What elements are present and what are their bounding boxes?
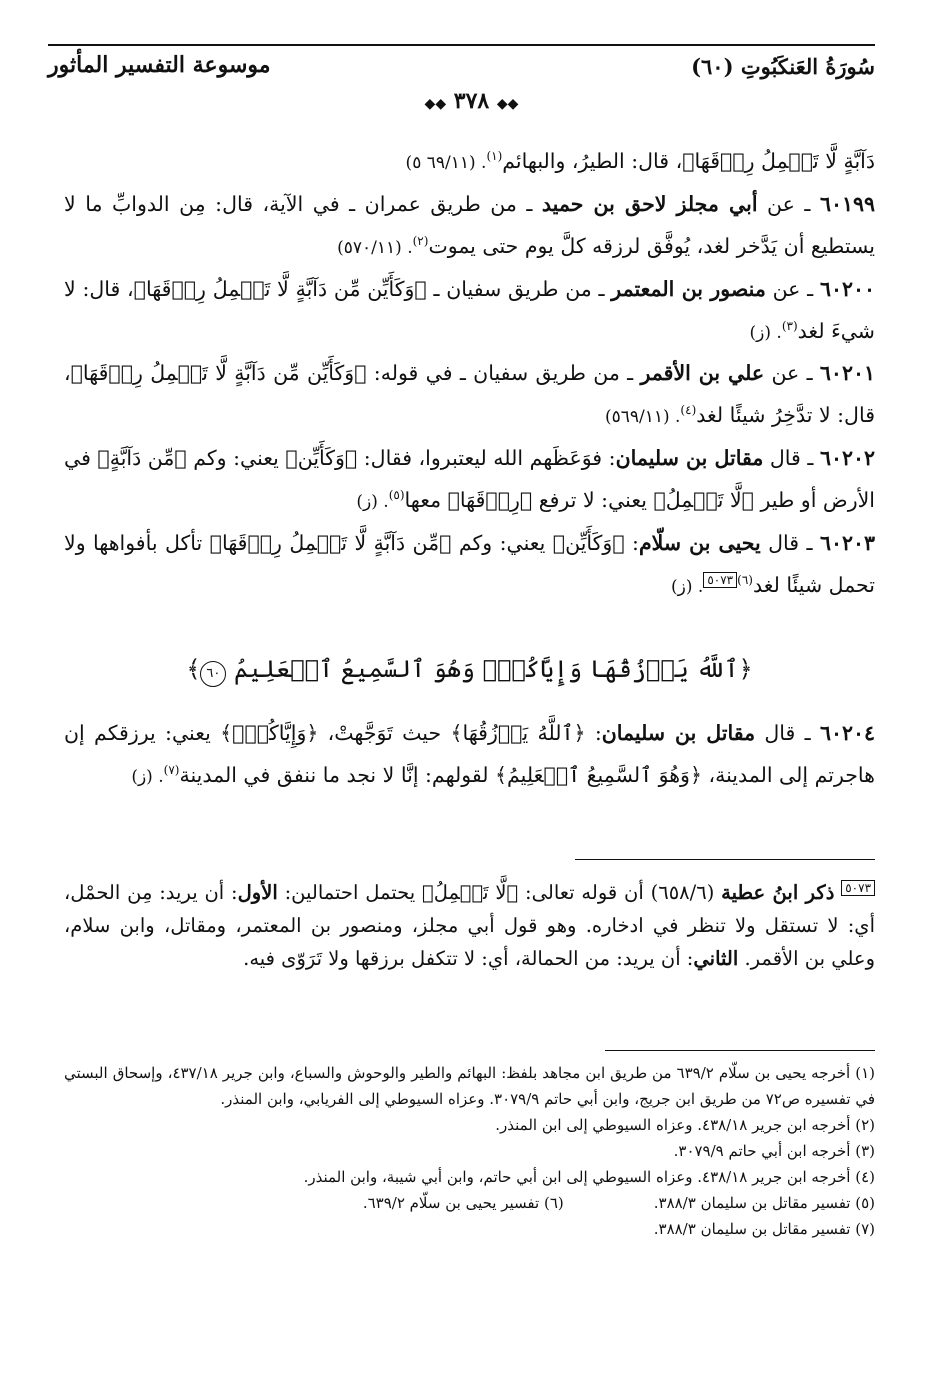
paragraph-text: : ﴿وَكَأَيِّن﴾ يعني: وكم ﴿مِّن دَآبَّةٍ لَّا تَحۡمِلُ رِزۡقَهَا﴾ تأكل بأفواهها ولا تحمل شيئًا لغد (64, 531, 875, 597)
narrator-name: منصور بن المعتمر (611, 276, 766, 301)
entry-number: ٦٠٢٠٤ (819, 721, 875, 745)
paragraph-text: ـ من طريق سفيان ـ ﴿وَكَأَيِّن مِّن دَآبَّةٍ لَّا تَحۡمِلُ رِزۡقَهَا﴾، قال: لا شيءَ لغد (64, 276, 875, 343)
footnote: (١) أخرجه يحيى بن سلّام ٦٣٩/٢ من طريق ابن مجاهد بلفظ: البهائم والطير والوحوش والسباع، وابن جرير ٤٣٧/١٨، وإسحاق البستي في تفسيره ص٧٢ من طريق ابن جريج، وابن أبي حاتم ٣٠٧٩/٩. وعزاه السيوطي إلى الفريابي، وابن المنذر. (64, 1064, 875, 1108)
footnote: (٣) أخرجه ابن أبي حاتم ٣٠٧٩/٩. (673, 1142, 875, 1160)
paragraph-text: ـ قال (760, 531, 820, 556)
footnote-ref[interactable]: (٣) (781, 318, 798, 333)
entry-number: ٦٠٢٠٢ (819, 446, 875, 471)
main-text (64, 138, 875, 610)
ayah-number-marker: ٦٠ (200, 661, 226, 687)
ayah-heading (64, 655, 875, 687)
paragraph-text: ـ قال (755, 721, 820, 745)
paragraph (64, 138, 875, 182)
paragraph (64, 440, 875, 521)
footnote: (٢) أخرجه ابن جرير ٤٣٨/١٨. وعزاه السيوطي إلى ابن المنذر. (495, 1116, 875, 1134)
entry-number: ٦٠٢٠٣ (819, 531, 875, 556)
page-number-wrap (0, 88, 943, 114)
paragraph-text: ـ من طريق سفيان ـ في قوله: ﴿وَكَأَيِّن مِّن دَآبَّةٍ لَّا تَحۡمِلُ رِزۡقَهَا﴾، قال: لا تدَّخِرُ شيئًا لغد (64, 361, 875, 428)
footnote-ref[interactable]: (٧) (163, 763, 180, 777)
footnote-separator (605, 1050, 875, 1051)
paragraph-text: دَآبَّةٍ لَّا تَحۡمِلُ رِزۡقَهَا﴾، قال: الطيرُ، والبهائم (502, 148, 875, 173)
paragraph-text: : فوَعَظَهم الله ليعتبروا، فقال: ﴿وَكَأَيِّن﴾ يعني: وكم ﴿مِّن دَآبَّةٍ﴾ في الأرض أو طير ﴿لَّا تَحۡمِلُ﴾ يعني: لا ترفع ﴿رِزۡقَهَا﴾ معها (64, 446, 875, 513)
narrator-name: علي بن الأقمر (640, 361, 765, 386)
entry-number: ٦٠٢٠٠ (819, 276, 875, 301)
source-ref: . (ز) (131, 766, 164, 787)
footnote-ref[interactable]: (٤) (680, 403, 697, 418)
narrator-name: مقاتل بن سليمان (601, 721, 756, 745)
narrator-name: يحيى بن سلّام (638, 531, 761, 556)
footnotes (64, 1060, 875, 1242)
source-ref: . (٥٧٠/١١) (337, 237, 413, 258)
paragraph-text: : ﴿ٱللَّهُ يَرۡزُقُهَا﴾ حيث تَوَجَّهتْ، ﴿وَإِيَّاكُمۡۚ﴾ يعني: يرزقكم إن هاجرتم إلى المدينة، ﴿وَهُوَ ٱلسَّمِيعُ ٱلۡعَلِيمُ﴾ لقولهم: إنَّا لا نجد ما ننفق في المدينة (64, 721, 875, 787)
footnote-ref[interactable]: (٥) (388, 488, 405, 503)
commentary-note (64, 876, 875, 975)
surah-title: سُورَةُ العَنكَبُوتِ (٦٠) (691, 54, 875, 79)
paragraph-text: ـ عن (764, 361, 820, 386)
entry-number: ٦٠١٩٩ (819, 191, 875, 216)
footnote: (٦) تفسير يحيى بن سلّام ٦٣٩/٢. (362, 1194, 564, 1212)
ornament-icon: ◆◆ (424, 96, 447, 112)
footnote: (٧) تفسير مقاتل بن سليمان ٣٨٨/٣. (653, 1220, 875, 1238)
note-box-label: ٥٠٧٣ (841, 880, 875, 896)
source-ref: . (٥٦٩/١١) (604, 407, 681, 428)
paragraph (64, 186, 875, 267)
note-box-ref[interactable]: ٥٠٧٣ (703, 572, 737, 588)
footnote-row (64, 1190, 875, 1216)
note-author: ذكر ابنُ عطية (721, 881, 835, 904)
note-text: (٦٥٨/٦) أن قوله تعالى: ﴿لَّا تَحۡمِلُ﴾ يحتمل احتمالين: (277, 881, 722, 904)
note-first-label: الأول (237, 881, 278, 904)
narrator-name: مقاتل بن سليمان (615, 446, 764, 471)
header-rule (48, 44, 875, 46)
footnote-ref[interactable]: (١) (486, 149, 503, 163)
source-ref: . (ز) (749, 322, 782, 343)
entry-number: ٦٠٢٠١ (819, 361, 875, 386)
paragraph-text: ـ من طريق عمران ـ في الآية، قال: مِن الدوابِّ ما لا يستطيع أن يَدَّخر لغد، يُوفَّق لرزقه كلَّ يوم حتى يموت (64, 191, 875, 258)
paragraph (64, 525, 875, 606)
source-ref: . (ز) (671, 576, 704, 597)
paragraph-text: ـ قال (763, 446, 820, 471)
main-text-after (64, 715, 875, 800)
paragraph (64, 355, 875, 436)
note-second-label: الثاني (693, 947, 739, 970)
ayah-text: ﴿ٱللَّهُ يَرۡزُقُهَا وَإِيَّاكُمۡۚ وَهُوَ ٱلسَّمِيعُ ٱلۡعَلِيمُ (234, 655, 753, 683)
footnote-ref[interactable]: (٦) (737, 573, 753, 588)
page-number: ٣٧٨ (453, 88, 490, 114)
note-text: : أن يريد: من الحمالة، أي: لا تتكفل برزقها ولا تَرَوّى فيه. (243, 947, 694, 970)
note-separator (575, 859, 875, 860)
ornament-icon: ◆◆ (496, 96, 519, 112)
note-text: : أن يريد: مِن الحمْل، أي: لا تستقل ولا تنظر في ادخاره. وهو قول أبي مجلز، ومنصور بن المعتمر، ومقاتل، وابن سلام، وعلي بن الأقمر. (64, 881, 875, 970)
book-title: موسوعة التفسير المأثور (48, 52, 271, 78)
paragraph-text: ـ عن (757, 191, 820, 216)
ayah-close-bracket: ﴾ (186, 655, 201, 683)
narrator-name: أبي مجلز لاحق بن حميد (541, 191, 758, 216)
paragraph (64, 715, 875, 796)
footnote: (٥) تفسير مقاتل بن سليمان ٣٨٨/٣. (653, 1194, 875, 1212)
paragraph-text: ـ عن (765, 276, 820, 301)
footnote-ref[interactable]: (٢) (412, 233, 429, 248)
source-ref: . (٦٩/١١ ٥) (405, 152, 487, 173)
source-ref: . (ز) (356, 492, 389, 513)
footnote: (٤) أخرجه ابن جرير ٤٣٨/١٨. وعزاه السيوطي إلى ابن أبي حاتم، وابن أبي شيبة، وابن المنذر. (303, 1168, 875, 1186)
paragraph (64, 271, 875, 352)
